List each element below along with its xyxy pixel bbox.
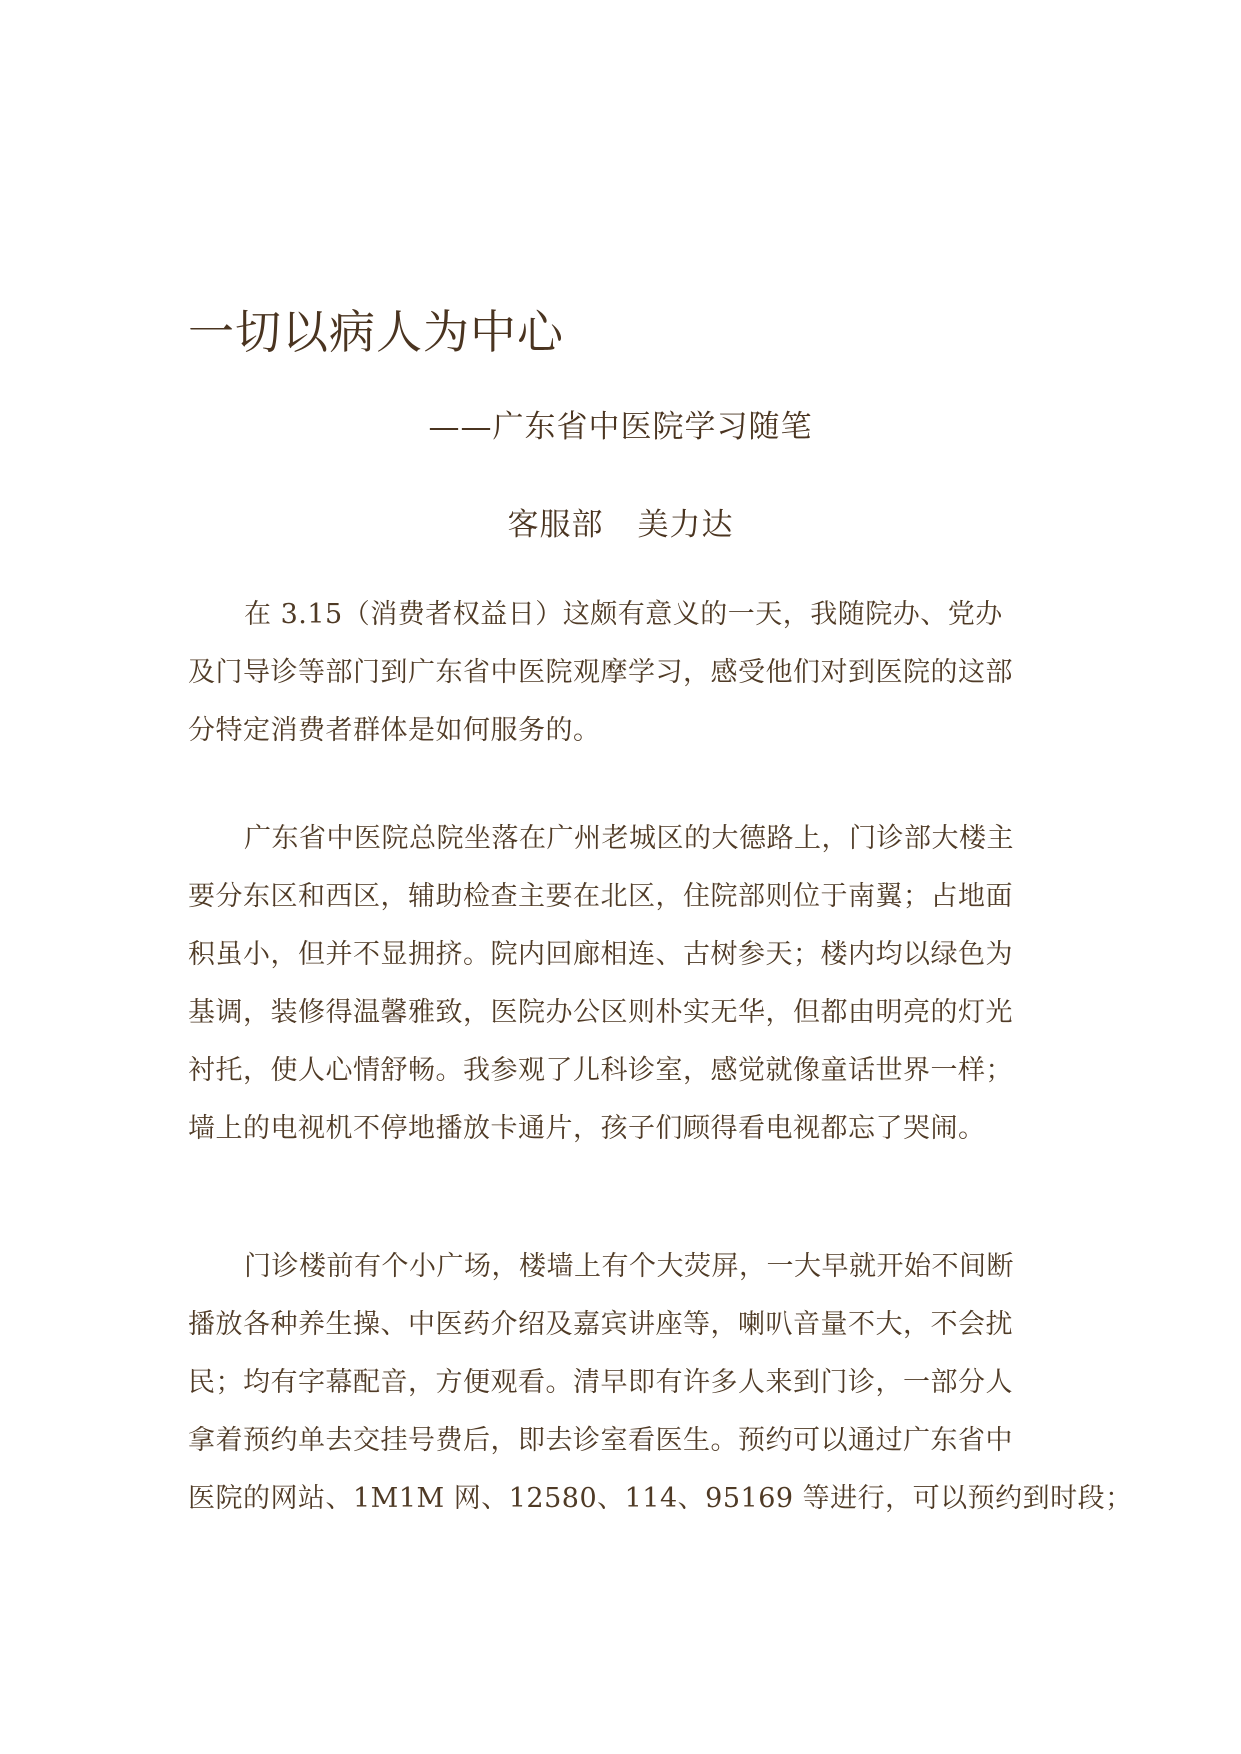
byline: [0, 503, 1241, 547]
paragraph-2: [188, 810, 1054, 1158]
paragraph-line: 在 3.15（消费者权益日）这颇有意义的一天，我随院办、党办: [244, 599, 1003, 630]
byline-department: 客服部: [507, 507, 604, 543]
paragraph-line: 播放各种养生操、中医药介绍及嘉宾讲座等，喇叭音量不大，不会扰: [188, 1309, 1013, 1340]
paragraph-line: 医院的网站、1M1M 网、12580、114、95169 等进行，可以预约到时段；: [188, 1483, 1133, 1514]
document-title: 一切以病人为中心: [188, 305, 564, 359]
paragraph-line: 基调，装修得温馨雅致，医院办公区则朴实无华，但都由明亮的灯光: [188, 997, 1013, 1028]
paragraph-line: 要分东区和西区，辅助检查主要在北区，住院部则位于南翼；占地面: [188, 881, 1013, 912]
paragraph-line: 及门导诊等部门到广东省中医院观摩学习，感受他们对到医院的这部: [188, 657, 1013, 688]
paragraph-line: 拿着预约单去交挂号费后，即去诊室看医生。预约可以通过广东省中: [188, 1425, 1013, 1456]
paragraph-line: 衬托，使人心情舒畅。我参观了儿科诊室，感觉就像童话世界一样；: [188, 1055, 1013, 1086]
byline-author: 美力达: [637, 507, 734, 543]
paragraph-line: 民；均有字幕配音，方便观看。清早即有许多人来到门诊，一部分人: [188, 1367, 1013, 1398]
paragraph-1: [188, 586, 1054, 760]
document-subtitle: ——广东省中医院学习随笔: [428, 409, 813, 445]
paragraph-line: 墙上的电视机不停地播放卡通片，孩子们顾得看电视都忘了哭闹。: [188, 1113, 986, 1144]
paragraph-line: 分特定消费者群体是如何服务的。: [188, 715, 601, 746]
paragraph-3: [188, 1238, 1133, 1528]
paragraph-line: 门诊楼前有个小广场，楼墙上有个大荧屏，一大早就开始不间断: [244, 1251, 1014, 1282]
paragraph-line: 广东省中医院总院坐落在广州老城区的大德路上，门诊部大楼主: [244, 823, 1014, 854]
paragraph-line: 积虽小，但并不显拥挤。院内回廊相连、古树参天；楼内均以绿色为: [188, 939, 1013, 970]
